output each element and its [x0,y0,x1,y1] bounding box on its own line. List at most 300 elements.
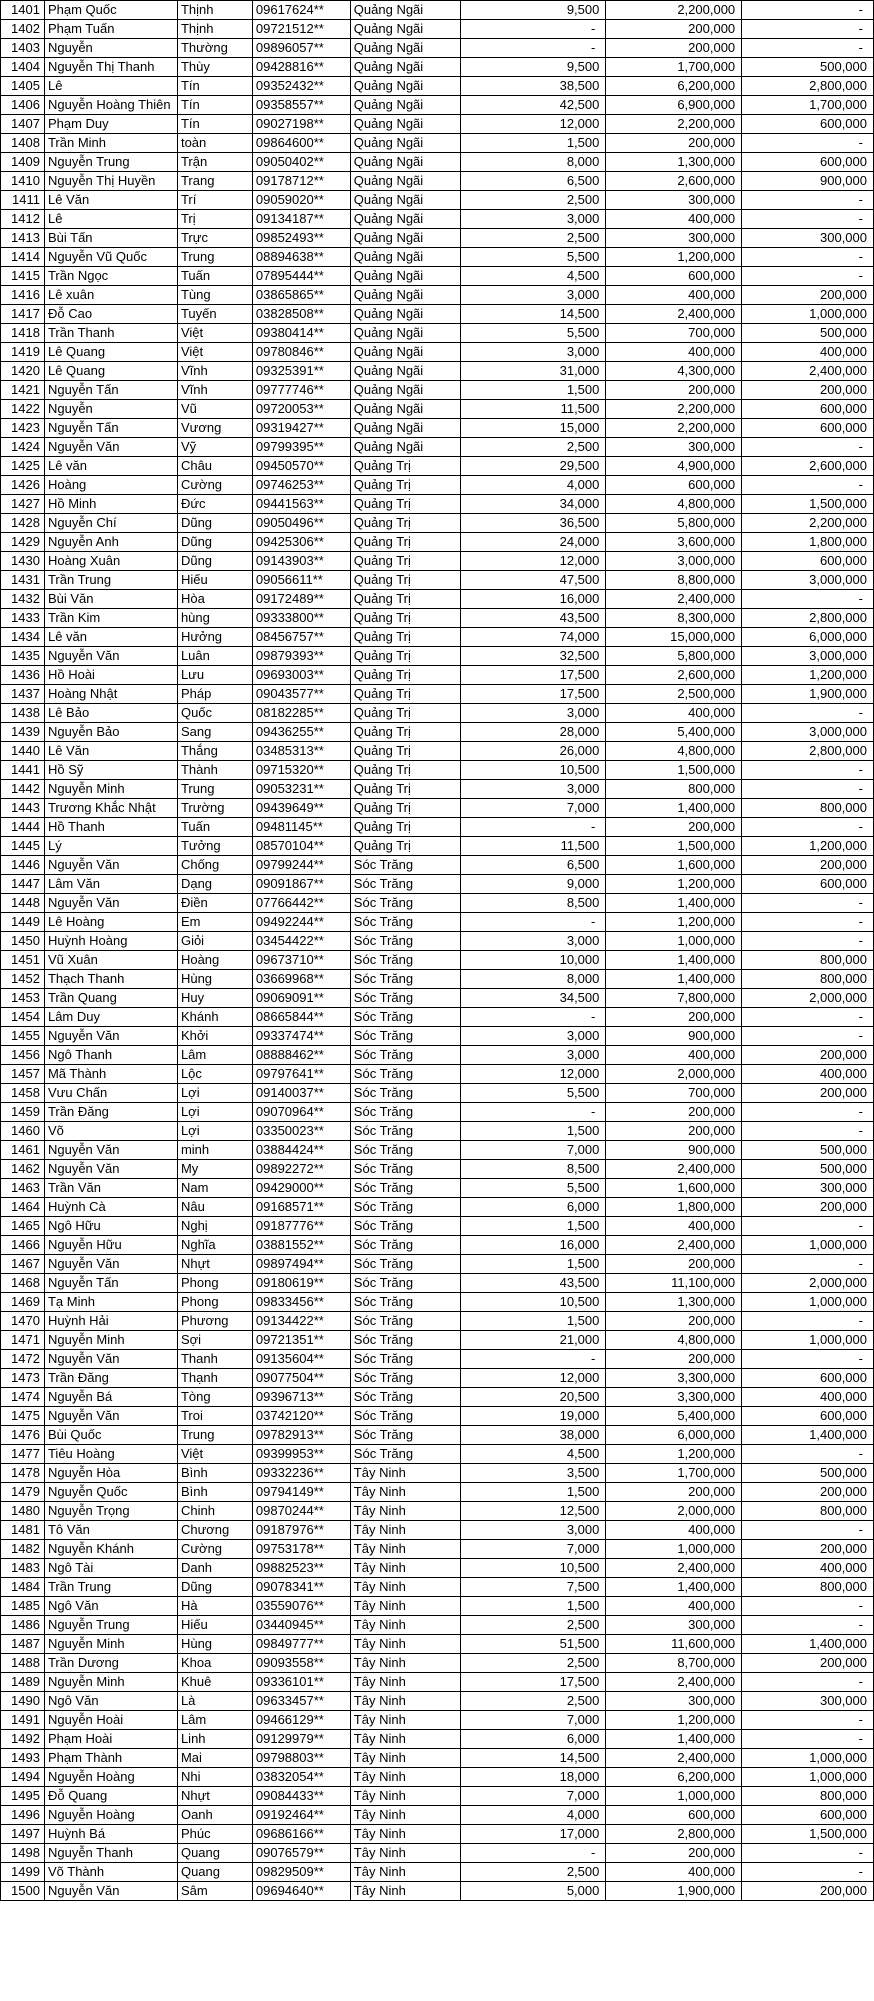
phone-cell[interactable]: 09043577** [252,685,350,704]
row-number-cell[interactable]: 1407 [1,115,45,134]
first-name-cell[interactable]: Hoàng [177,951,252,970]
first-name-cell[interactable]: Nhựt [177,1787,252,1806]
phone-cell[interactable]: 09892272** [252,1160,350,1179]
row-number-cell[interactable]: 1440 [1,742,45,761]
phone-cell[interactable]: 03669968** [252,970,350,989]
last-middle-name-cell[interactable]: Lý [44,837,177,856]
amount-a-cell[interactable]: 5,500 [460,248,606,267]
last-middle-name-cell[interactable]: Phạm Quốc [44,1,177,20]
phone-cell[interactable]: 09799395** [252,438,350,457]
amount-a-cell[interactable]: 1,500 [460,1217,606,1236]
amount-b-cell[interactable]: 6,200,000 [606,1768,742,1787]
amount-a-cell[interactable]: 21,000 [460,1331,606,1350]
amount-b-cell[interactable]: 700,000 [606,324,742,343]
amount-a-cell[interactable]: 74,000 [460,628,606,647]
amount-c-cell[interactable]: - [742,1122,874,1141]
amount-a-cell[interactable]: 4,500 [460,267,606,286]
last-middle-name-cell[interactable]: Đỗ Quang [44,1787,177,1806]
first-name-cell[interactable]: Phong [177,1274,252,1293]
province-cell[interactable]: Tây Ninh [350,1559,460,1578]
amount-b-cell[interactable]: 2,400,000 [606,305,742,324]
first-name-cell[interactable]: Lợi [177,1122,252,1141]
amount-c-cell[interactable]: 1,000,000 [742,1236,874,1255]
amount-b-cell[interactable]: 200,000 [606,1350,742,1369]
row-number-cell[interactable]: 1495 [1,1787,45,1806]
amount-a-cell[interactable]: 12,000 [460,1065,606,1084]
phone-cell[interactable]: 09180619** [252,1274,350,1293]
phone-cell[interactable]: 09325391** [252,362,350,381]
amount-c-cell[interactable]: 600,000 [742,153,874,172]
phone-cell[interactable]: 09056611** [252,571,350,590]
amount-c-cell[interactable]: 400,000 [742,1388,874,1407]
province-cell[interactable]: Tây Ninh [350,1730,460,1749]
last-middle-name-cell[interactable]: Nguyễn Văn [44,856,177,875]
amount-b-cell[interactable]: 15,000,000 [606,628,742,647]
province-cell[interactable]: Sóc Trăng [350,1350,460,1369]
amount-a-cell[interactable]: 10,500 [460,1559,606,1578]
amount-b-cell[interactable]: 2,600,000 [606,172,742,191]
province-cell[interactable]: Tây Ninh [350,1711,460,1730]
first-name-cell[interactable]: Em [177,913,252,932]
amount-a-cell[interactable]: 5,500 [460,324,606,343]
first-name-cell[interactable]: Trận [177,153,252,172]
row-number-cell[interactable]: 1469 [1,1293,45,1312]
amount-c-cell[interactable]: 200,000 [742,381,874,400]
amount-b-cell[interactable]: 1,400,000 [606,799,742,818]
province-cell[interactable]: Sóc Trăng [350,894,460,913]
province-cell[interactable]: Quảng Ngãi [350,115,460,134]
amount-a-cell[interactable]: 12,000 [460,115,606,134]
amount-a-cell[interactable]: - [460,1008,606,1027]
phone-cell[interactable]: 03865865** [252,286,350,305]
first-name-cell[interactable]: Việt [177,324,252,343]
first-name-cell[interactable]: Chinh [177,1502,252,1521]
phone-cell[interactable]: 09829509** [252,1863,350,1882]
amount-b-cell[interactable]: 400,000 [606,1521,742,1540]
province-cell[interactable]: Quảng Ngãi [350,134,460,153]
row-number-cell[interactable]: 1408 [1,134,45,153]
phone-cell[interactable]: 09864600** [252,134,350,153]
row-number-cell[interactable]: 1406 [1,96,45,115]
amount-b-cell[interactable]: 11,600,000 [606,1635,742,1654]
row-number-cell[interactable]: 1452 [1,970,45,989]
province-cell[interactable]: Quảng Trị [350,571,460,590]
last-middle-name-cell[interactable]: Nguyễn Trung [44,1616,177,1635]
first-name-cell[interactable]: Hiếu [177,1616,252,1635]
amount-b-cell[interactable]: 600,000 [606,267,742,286]
first-name-cell[interactable]: Nghĩa [177,1236,252,1255]
amount-c-cell[interactable]: 800,000 [742,799,874,818]
amount-c-cell[interactable]: 1,000,000 [742,1749,874,1768]
amount-b-cell[interactable]: 2,500,000 [606,685,742,704]
phone-cell[interactable]: 09053231** [252,780,350,799]
last-middle-name-cell[interactable]: Nguyễn Bảo [44,723,177,742]
phone-cell[interactable]: 08570104** [252,837,350,856]
last-middle-name-cell[interactable]: Nguyễn Văn [44,1407,177,1426]
amount-c-cell[interactable]: 400,000 [742,1559,874,1578]
last-middle-name-cell[interactable]: Mã Thành [44,1065,177,1084]
first-name-cell[interactable]: Nghị [177,1217,252,1236]
amount-b-cell[interactable]: 200,000 [606,39,742,58]
amount-a-cell[interactable]: 3,000 [460,343,606,362]
amount-a-cell[interactable]: 2,500 [460,191,606,210]
first-name-cell[interactable]: Trực [177,229,252,248]
row-number-cell[interactable]: 1450 [1,932,45,951]
last-middle-name-cell[interactable]: Lê Quang [44,362,177,381]
amount-c-cell[interactable]: 3,000,000 [742,723,874,742]
amount-b-cell[interactable]: 1,800,000 [606,1198,742,1217]
amount-b-cell[interactable]: 6,000,000 [606,1426,742,1445]
phone-cell[interactable]: 09027198** [252,115,350,134]
phone-cell[interactable]: 09168571** [252,1198,350,1217]
row-number-cell[interactable]: 1473 [1,1369,45,1388]
amount-c-cell[interactable]: - [742,1863,874,1882]
province-cell[interactable]: Sóc Trăng [350,1293,460,1312]
phone-cell[interactable]: 09178712** [252,172,350,191]
amount-b-cell[interactable]: 200,000 [606,20,742,39]
last-middle-name-cell[interactable]: Nguyễn Quốc [44,1483,177,1502]
phone-cell[interactable]: 09333800** [252,609,350,628]
last-middle-name-cell[interactable]: Nguyễn Bá [44,1388,177,1407]
row-number-cell[interactable]: 1475 [1,1407,45,1426]
last-middle-name-cell[interactable]: Trần Trung [44,571,177,590]
last-middle-name-cell[interactable]: Lê văn [44,457,177,476]
phone-cell[interactable]: 09693003** [252,666,350,685]
amount-a-cell[interactable]: 24,000 [460,533,606,552]
last-middle-name-cell[interactable]: Nguyễn Tấn [44,1274,177,1293]
phone-cell[interactable]: 03350023** [252,1122,350,1141]
amount-c-cell[interactable]: 200,000 [742,1084,874,1103]
last-middle-name-cell[interactable]: Trương Khắc Nhật [44,799,177,818]
amount-c-cell[interactable]: 400,000 [742,1065,874,1084]
amount-c-cell[interactable]: 500,000 [742,324,874,343]
amount-b-cell[interactable]: 2,200,000 [606,419,742,438]
first-name-cell[interactable]: Vương [177,419,252,438]
first-name-cell[interactable]: Việt [177,343,252,362]
row-number-cell[interactable]: 1413 [1,229,45,248]
row-number-cell[interactable]: 1434 [1,628,45,647]
row-number-cell[interactable]: 1477 [1,1445,45,1464]
province-cell[interactable]: Quảng Trị [350,704,460,723]
last-middle-name-cell[interactable]: Lê Văn [44,191,177,210]
amount-c-cell[interactable]: 1,500,000 [742,495,874,514]
amount-c-cell[interactable]: 500,000 [742,58,874,77]
last-middle-name-cell[interactable]: Hồ Sỹ [44,761,177,780]
amount-a-cell[interactable]: 8,000 [460,970,606,989]
first-name-cell[interactable]: Tưởng [177,837,252,856]
amount-c-cell[interactable]: - [742,932,874,951]
phone-cell[interactable]: 07895444** [252,267,350,286]
amount-a-cell[interactable]: - [460,20,606,39]
phone-cell[interactable]: 09135604** [252,1350,350,1369]
amount-a-cell[interactable]: 20,500 [460,1388,606,1407]
province-cell[interactable]: Sóc Trăng [350,1179,460,1198]
phone-cell[interactable]: 09617624** [252,1,350,20]
amount-b-cell[interactable]: 3,000,000 [606,552,742,571]
phone-cell[interactable]: 09332236** [252,1464,350,1483]
last-middle-name-cell[interactable]: Trần Dương [44,1654,177,1673]
amount-b-cell[interactable]: 7,800,000 [606,989,742,1008]
first-name-cell[interactable]: Hưởng [177,628,252,647]
first-name-cell[interactable]: Troi [177,1407,252,1426]
row-number-cell[interactable]: 1405 [1,77,45,96]
amount-b-cell[interactable]: 1,400,000 [606,1578,742,1597]
last-middle-name-cell[interactable]: Vưu Chấn [44,1084,177,1103]
province-cell[interactable]: Quảng Trị [350,818,460,837]
province-cell[interactable]: Quảng Trị [350,723,460,742]
province-cell[interactable]: Sóc Trăng [350,1046,460,1065]
amount-b-cell[interactable]: 2,600,000 [606,666,742,685]
amount-b-cell[interactable]: 5,400,000 [606,1407,742,1426]
amount-a-cell[interactable]: 8,500 [460,894,606,913]
amount-b-cell[interactable]: 2,200,000 [606,400,742,419]
province-cell[interactable]: Quảng Ngãi [350,381,460,400]
phone-cell[interactable]: 09782913** [252,1426,350,1445]
amount-c-cell[interactable]: 800,000 [742,1787,874,1806]
amount-a-cell[interactable]: 3,000 [460,286,606,305]
phone-cell[interactable]: 09084433** [252,1787,350,1806]
row-number-cell[interactable]: 1490 [1,1692,45,1711]
amount-c-cell[interactable]: 2,800,000 [742,609,874,628]
last-middle-name-cell[interactable]: Trần Trung [44,1578,177,1597]
amount-c-cell[interactable]: 500,000 [742,1141,874,1160]
amount-a-cell[interactable]: 3,500 [460,1464,606,1483]
last-middle-name-cell[interactable]: Nguyễn Chí [44,514,177,533]
amount-c-cell[interactable]: 2,200,000 [742,514,874,533]
province-cell[interactable]: Quảng Trị [350,590,460,609]
province-cell[interactable]: Sóc Trăng [350,1065,460,1084]
phone-cell[interactable]: 09715320** [252,761,350,780]
amount-a-cell[interactable]: 6,500 [460,172,606,191]
first-name-cell[interactable]: Khởi [177,1027,252,1046]
province-cell[interactable]: Sóc Trăng [350,1217,460,1236]
phone-cell[interactable]: 09450570** [252,457,350,476]
amount-a-cell[interactable]: 3,000 [460,210,606,229]
amount-b-cell[interactable]: 3,300,000 [606,1388,742,1407]
last-middle-name-cell[interactable]: Trần Quang [44,989,177,1008]
phone-cell[interactable]: 09673710** [252,951,350,970]
phone-cell[interactable]: 09059020** [252,191,350,210]
phone-cell[interactable]: 07766442** [252,894,350,913]
amount-b-cell[interactable]: 300,000 [606,1616,742,1635]
amount-a-cell[interactable]: 43,500 [460,1274,606,1293]
amount-a-cell[interactable]: 3,000 [460,1521,606,1540]
amount-a-cell[interactable]: 3,000 [460,932,606,951]
last-middle-name-cell[interactable]: Võ Thành [44,1863,177,1882]
row-number-cell[interactable]: 1448 [1,894,45,913]
phone-cell[interactable]: 09396713** [252,1388,350,1407]
amount-b-cell[interactable]: 900,000 [606,1027,742,1046]
phone-cell[interactable]: 09192464** [252,1806,350,1825]
amount-b-cell[interactable]: 1,200,000 [606,913,742,932]
amount-c-cell[interactable]: - [742,267,874,286]
province-cell[interactable]: Quảng Trị [350,533,460,552]
last-middle-name-cell[interactable]: Lê Hoàng [44,913,177,932]
amount-b-cell[interactable]: 1,400,000 [606,951,742,970]
phone-cell[interactable]: 09721351** [252,1331,350,1350]
amount-b-cell[interactable]: 200,000 [606,381,742,400]
amount-b-cell[interactable]: 1,700,000 [606,1464,742,1483]
amount-b-cell[interactable]: 400,000 [606,1046,742,1065]
last-middle-name-cell[interactable]: Nguyễn Minh [44,1331,177,1350]
first-name-cell[interactable]: Phương [177,1312,252,1331]
province-cell[interactable]: Sóc Trăng [350,1407,460,1426]
amount-c-cell[interactable]: 200,000 [742,1540,874,1559]
last-middle-name-cell[interactable]: Huỳnh Hải [44,1312,177,1331]
amount-b-cell[interactable]: 400,000 [606,704,742,723]
last-middle-name-cell[interactable]: Phạm Duy [44,115,177,134]
province-cell[interactable]: Tây Ninh [350,1540,460,1559]
last-middle-name-cell[interactable]: Thạch Thanh [44,970,177,989]
row-number-cell[interactable]: 1462 [1,1160,45,1179]
amount-a-cell[interactable]: - [460,818,606,837]
amount-a-cell[interactable]: 3,000 [460,1046,606,1065]
amount-c-cell[interactable]: - [742,1673,874,1692]
amount-c-cell[interactable]: 1,200,000 [742,666,874,685]
amount-b-cell[interactable]: 1,200,000 [606,875,742,894]
phone-cell[interactable]: 09897494** [252,1255,350,1274]
province-cell[interactable]: Tây Ninh [350,1692,460,1711]
phone-cell[interactable]: 09129979** [252,1730,350,1749]
row-number-cell[interactable]: 1492 [1,1730,45,1749]
first-name-cell[interactable]: Thạnh [177,1369,252,1388]
first-name-cell[interactable]: Hòa [177,590,252,609]
amount-a-cell[interactable]: 1,500 [460,1122,606,1141]
row-number-cell[interactable]: 1421 [1,381,45,400]
last-middle-name-cell[interactable]: Nguyễn Hoàng Thiên [44,96,177,115]
last-middle-name-cell[interactable]: Nguyễn Vũ Quốc [44,248,177,267]
province-cell[interactable]: Quảng Trị [350,495,460,514]
first-name-cell[interactable]: Trị [177,210,252,229]
amount-b-cell[interactable]: 200,000 [606,1312,742,1331]
row-number-cell[interactable]: 1474 [1,1388,45,1407]
amount-b-cell[interactable]: 1,500,000 [606,837,742,856]
amount-b-cell[interactable]: 2,400,000 [606,1236,742,1255]
province-cell[interactable]: Tây Ninh [350,1502,460,1521]
amount-a-cell[interactable]: 11,500 [460,837,606,856]
amount-b-cell[interactable]: 600,000 [606,476,742,495]
province-cell[interactable]: Quảng Ngãi [350,248,460,267]
amount-c-cell[interactable]: - [742,476,874,495]
row-number-cell[interactable]: 1401 [1,1,45,20]
amount-a-cell[interactable]: 9,500 [460,58,606,77]
last-middle-name-cell[interactable]: Lâm Duy [44,1008,177,1027]
row-number-cell[interactable]: 1409 [1,153,45,172]
last-middle-name-cell[interactable]: Nguyễn Thị Huyền [44,172,177,191]
first-name-cell[interactable]: Pháp [177,685,252,704]
amount-a-cell[interactable]: 6,000 [460,1730,606,1749]
phone-cell[interactable]: 09798803** [252,1749,350,1768]
amount-c-cell[interactable]: 1,700,000 [742,96,874,115]
amount-a-cell[interactable]: 42,500 [460,96,606,115]
amount-b-cell[interactable]: 1,000,000 [606,932,742,951]
phone-cell[interactable]: 09091867** [252,875,350,894]
last-middle-name-cell[interactable]: Nguyễn Văn [44,1350,177,1369]
amount-b-cell[interactable]: 5,800,000 [606,514,742,533]
phone-cell[interactable]: 09833456** [252,1293,350,1312]
last-middle-name-cell[interactable]: Nguyễn Minh [44,780,177,799]
amount-c-cell[interactable]: 200,000 [742,286,874,305]
amount-b-cell[interactable]: 4,900,000 [606,457,742,476]
amount-a-cell[interactable]: 1,500 [460,1255,606,1274]
amount-c-cell[interactable]: 600,000 [742,400,874,419]
first-name-cell[interactable]: Dũng [177,533,252,552]
amount-b-cell[interactable]: 1,900,000 [606,1882,742,1901]
row-number-cell[interactable]: 1447 [1,875,45,894]
amount-c-cell[interactable]: - [742,761,874,780]
phone-cell[interactable]: 09076579** [252,1844,350,1863]
first-name-cell[interactable]: Lâm [177,1711,252,1730]
amount-c-cell[interactable]: - [742,1255,874,1274]
amount-b-cell[interactable]: 200,000 [606,1103,742,1122]
row-number-cell[interactable]: 1468 [1,1274,45,1293]
amount-b-cell[interactable]: 6,200,000 [606,77,742,96]
amount-a-cell[interactable]: 7,000 [460,1711,606,1730]
first-name-cell[interactable]: Sâm [177,1882,252,1901]
first-name-cell[interactable]: Nam [177,1179,252,1198]
row-number-cell[interactable]: 1499 [1,1863,45,1882]
row-number-cell[interactable]: 1415 [1,267,45,286]
first-name-cell[interactable]: Thùy [177,58,252,77]
amount-a-cell[interactable]: 10,000 [460,951,606,970]
province-cell[interactable]: Sóc Trăng [350,1312,460,1331]
amount-a-cell[interactable]: 1,500 [460,1483,606,1502]
amount-a-cell[interactable]: 12,500 [460,1502,606,1521]
amount-b-cell[interactable]: 800,000 [606,780,742,799]
first-name-cell[interactable]: Là [177,1692,252,1711]
last-middle-name-cell[interactable]: Lê [44,77,177,96]
row-number-cell[interactable]: 1500 [1,1882,45,1901]
amount-a-cell[interactable]: 5,500 [460,1084,606,1103]
first-name-cell[interactable]: Châu [177,457,252,476]
amount-a-cell[interactable]: - [460,39,606,58]
row-number-cell[interactable]: 1472 [1,1350,45,1369]
phone-cell[interactable]: 09882523** [252,1559,350,1578]
row-number-cell[interactable]: 1480 [1,1502,45,1521]
amount-b-cell[interactable]: 4,800,000 [606,1331,742,1350]
phone-cell[interactable]: 09172489** [252,590,350,609]
province-cell[interactable]: Quảng Ngãi [350,286,460,305]
first-name-cell[interactable]: Vũ [177,400,252,419]
amount-a-cell[interactable]: 3,000 [460,780,606,799]
amount-a-cell[interactable]: 16,000 [460,1236,606,1255]
row-number-cell[interactable]: 1493 [1,1749,45,1768]
province-cell[interactable]: Quảng Ngãi [350,324,460,343]
last-middle-name-cell[interactable]: Nguyễn Văn [44,1882,177,1901]
province-cell[interactable]: Sóc Trăng [350,1445,460,1464]
first-name-cell[interactable]: Dạng [177,875,252,894]
amount-c-cell[interactable]: 600,000 [742,875,874,894]
first-name-cell[interactable]: Sợi [177,1331,252,1350]
first-name-cell[interactable]: Mai [177,1749,252,1768]
first-name-cell[interactable]: Thường [177,39,252,58]
phone-cell[interactable]: 09481145** [252,818,350,837]
phone-cell[interactable]: 09134187** [252,210,350,229]
amount-a-cell[interactable]: 4,000 [460,476,606,495]
row-number-cell[interactable]: 1427 [1,495,45,514]
amount-a-cell[interactable]: 10,500 [460,1293,606,1312]
province-cell[interactable]: Quảng Ngãi [350,438,460,457]
phone-cell[interactable]: 09337474** [252,1027,350,1046]
province-cell[interactable]: Sóc Trăng [350,970,460,989]
row-number-cell[interactable]: 1454 [1,1008,45,1027]
phone-cell[interactable]: 09187976** [252,1521,350,1540]
row-number-cell[interactable]: 1428 [1,514,45,533]
phone-cell[interactable]: 08894638** [252,248,350,267]
first-name-cell[interactable]: Hà [177,1597,252,1616]
amount-b-cell[interactable]: 1,200,000 [606,1711,742,1730]
first-name-cell[interactable]: Tín [177,77,252,96]
